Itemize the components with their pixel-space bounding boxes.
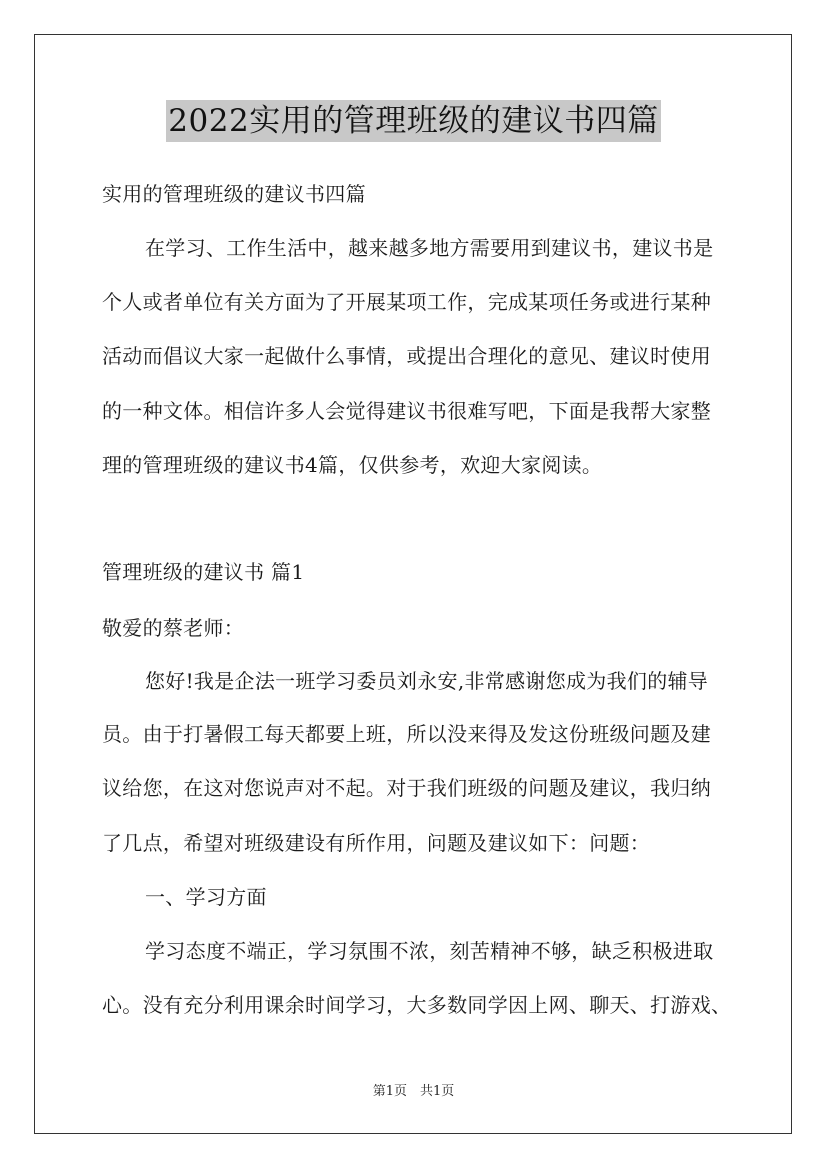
body-line: 您好!我是企法一班学习委员刘永安,非常感谢您成为我们的辅导 xyxy=(145,669,709,693)
body-line: 员。由于打暑假工每天都要上班，所以没来得及发这份班级问题及建 xyxy=(102,722,711,746)
body-line: 议给您，在这对您说声对不起。对于我们班级的问题及建议，我归纳 xyxy=(102,776,711,800)
page-number: 第1页 共1页 xyxy=(372,1084,455,1099)
intro-line: 活动而倡议大家一起做什么事情，或提出合理化的意见、建议时使用 xyxy=(102,344,711,368)
document-subtitle: 实用的管理班级的建议书四篇 xyxy=(102,182,366,206)
point-heading: 一、学习方面 xyxy=(145,885,267,909)
section-heading: 管理班级的建议书 篇1 xyxy=(102,560,305,584)
intro-line: 个人或者单位有关方面为了开展某项工作，完成某项任务或进行某种 xyxy=(102,290,711,314)
point-line: 学习态度不端正，学习氛围不浓，刻苦精神不够，缺乏积极进取 xyxy=(145,939,714,963)
salutation: 敬爱的蔡老师： xyxy=(102,616,245,640)
intro-line: 在学习、工作生活中，越来越多地方需要用到建议书，建议书是 xyxy=(145,236,714,260)
intro-line: 的一种文体。相信许多人会觉得建议书很难写吧，下面是我帮大家整 xyxy=(102,399,711,423)
body-line: 了几点，希望对班级建设有所作用，问题及建议如下：问题： xyxy=(102,831,651,855)
intro-line: 理的管理班级的建议书4篇，仅供参考，欢迎大家阅读。 xyxy=(102,453,603,477)
title-container xyxy=(0,100,827,142)
document-title: 2022实用的管理班级的建议书四篇 xyxy=(166,100,660,142)
point-line: 心。没有充分利用课余时间学习，大多数同学因上网、聊天、打游戏、 xyxy=(102,993,732,1017)
